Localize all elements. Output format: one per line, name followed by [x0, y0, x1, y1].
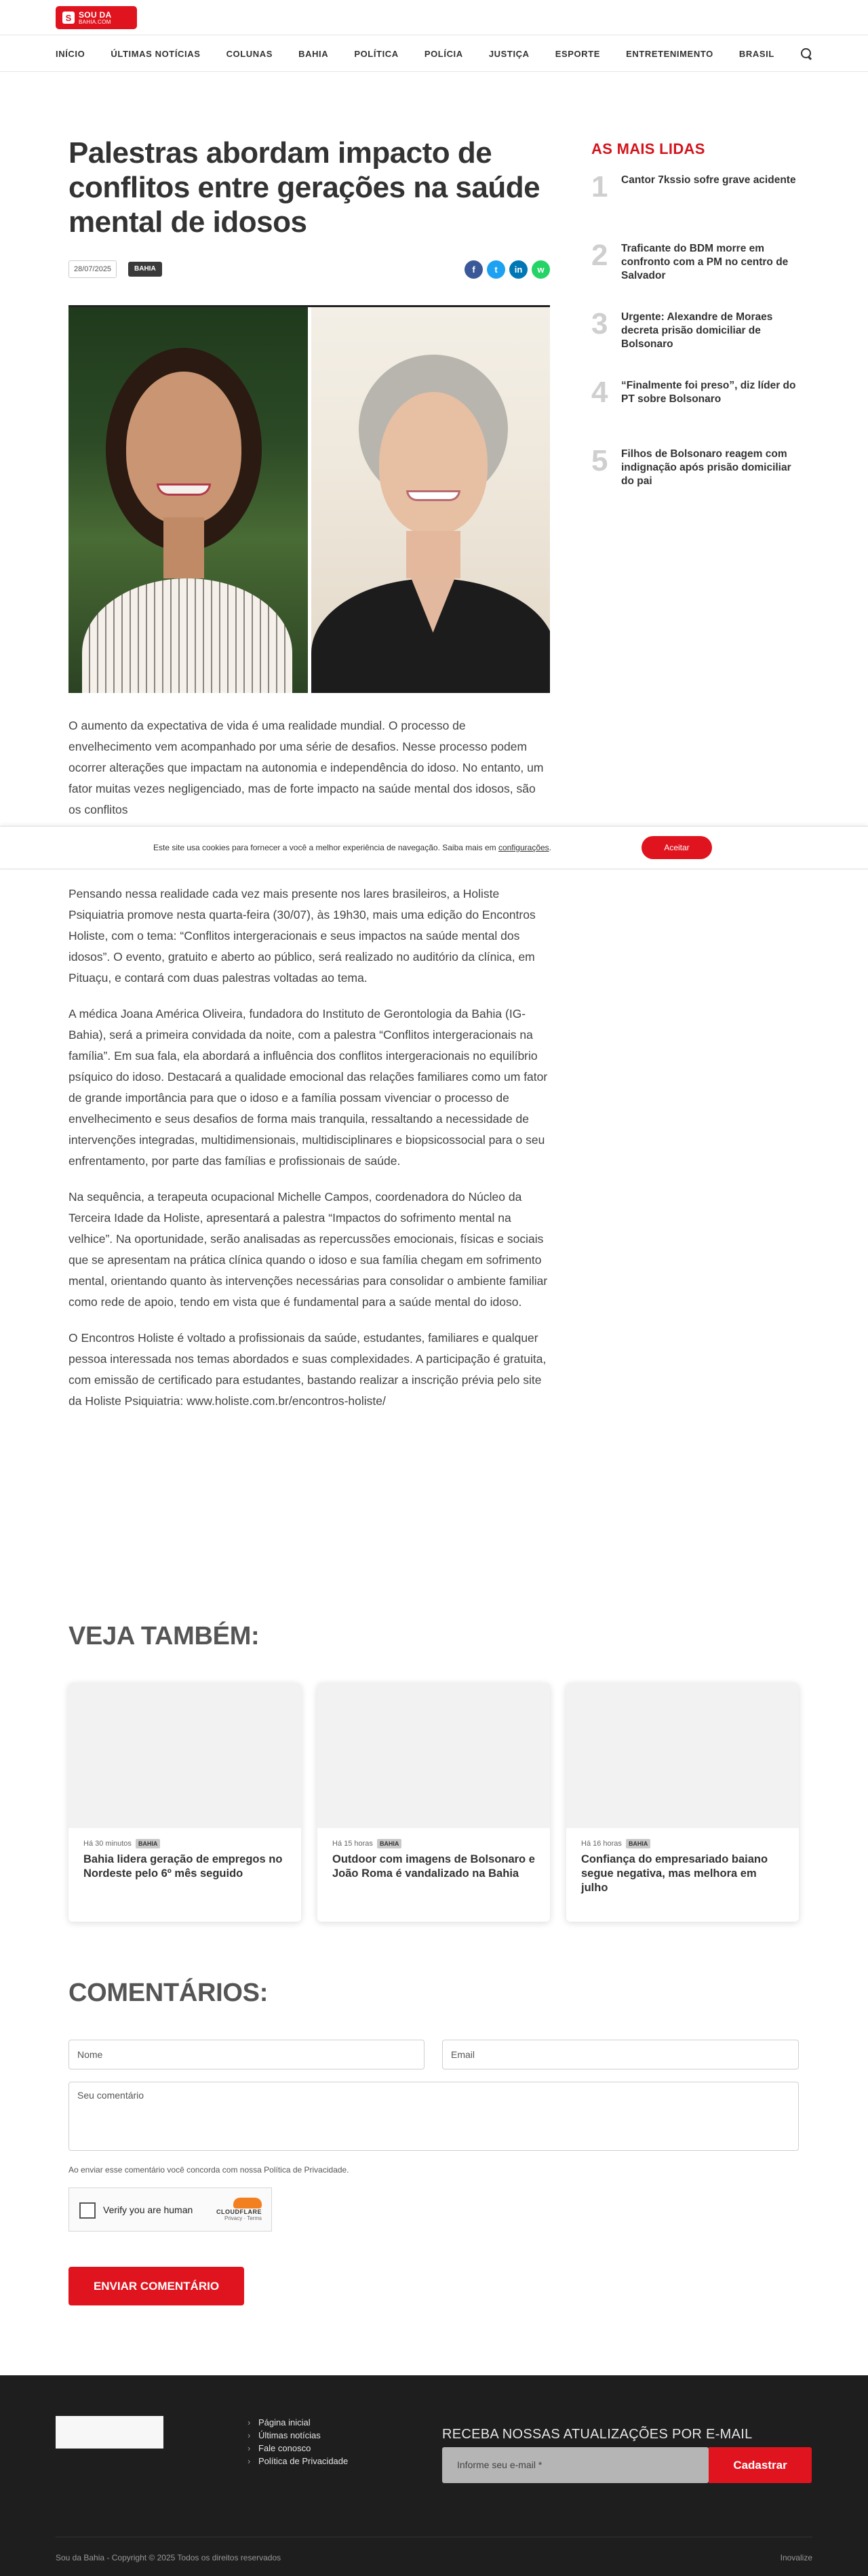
- newsletter-subscribe-button[interactable]: Cadastrar: [709, 2447, 812, 2483]
- submit-comment-button[interactable]: ENVIAR COMENTÁRIO: [68, 2267, 244, 2305]
- logo-line2: BAHIA.COM: [79, 18, 111, 25]
- related-section-title: VEJA TAMBÉM:: [68, 1622, 260, 1650]
- captcha-checkbox[interactable]: [79, 2202, 96, 2219]
- related-card[interactable]: [566, 1683, 799, 1922]
- nav-item-esporte[interactable]: ESPORTE: [555, 48, 601, 59]
- most-read-title: AS MAIS LIDAS: [591, 140, 705, 157]
- article-title: Palestras abordam impacto de conflitos entre gerações na saúde mental de idosos: [68, 136, 540, 239]
- rank-number: 2: [591, 239, 608, 272]
- main-nav: [0, 35, 868, 72]
- article-body: [68, 884, 550, 1427]
- card-time: Há 15 horas: [332, 1840, 373, 1848]
- card-image[interactable]: [317, 1683, 550, 1828]
- share-buttons: [465, 260, 550, 279]
- most-read-headline[interactable]: Filhos de Bolsonaro reagem com indignação após prisão domiciliar do pai: [621, 448, 791, 487]
- rank-number: 1: [591, 170, 608, 203]
- comments-title: COMENTÁRIOS:: [68, 1979, 269, 2007]
- newsletter-title: RECEBA NOSSAS ATUALIZAÇÕES POR E-MAIL: [442, 2427, 753, 2442]
- footer-link-home[interactable]: › Página inicial: [248, 2416, 348, 2429]
- card-time: Há 30 minutos: [83, 1840, 132, 1848]
- article-meta: [68, 260, 550, 281]
- facebook-share-icon[interactable]: f: [465, 260, 483, 279]
- nav-item-inicio[interactable]: INÍCIO: [56, 48, 85, 59]
- card-image[interactable]: [68, 1683, 301, 1828]
- nav-item-bahia[interactable]: BAHIA: [298, 48, 329, 59]
- category-badge[interactable]: BAHIA: [128, 262, 162, 277]
- most-read-headline[interactable]: Urgente: Alexandre de Moraes decreta prisão domiciliar de Bolsonaro: [621, 311, 773, 350]
- footer-links: [248, 2416, 348, 2468]
- cloudflare-logo: [216, 2198, 262, 2221]
- developer-credit[interactable]: Inovalize: [780, 2553, 812, 2562]
- related-card[interactable]: [68, 1683, 301, 1922]
- cookie-banner: [0, 826, 868, 869]
- card-title[interactable]: Bahia lidera geração de empregos no Nordeste pelo 6º mês seguido: [83, 1853, 283, 1880]
- search-icon[interactable]: [800, 47, 812, 60]
- nav-item-justica[interactable]: JUSTIÇA: [488, 48, 530, 59]
- most-read-item[interactable]: [591, 309, 802, 378]
- nav-item-politica[interactable]: POLÍTICA: [354, 48, 399, 59]
- article-paragraph: O aumento da expectativa de vida é uma realidade mundial. O processo de envelhecimento vem acompanhado por uma série de desafios. Nesse processo podem ocorrer alterações que impactam na autonomia e independência do idoso. No entanto, um fator muitas vezes negligenciado, mas de forte impacto na saúde mental dos idosos, são os conflitos: [68, 719, 544, 816]
- email-field[interactable]: Email: [442, 2040, 799, 2069]
- cloudflare-wordmark: CLOUDFLARE: [216, 2208, 262, 2215]
- cloud-icon: [233, 2198, 262, 2208]
- footer-logo[interactable]: [56, 2416, 163, 2449]
- nav-item-ultimas-noticias[interactable]: ÚLTIMAS NOTÍCIAS: [111, 48, 201, 59]
- captcha-links[interactable]: Privacy · Terms: [224, 2215, 262, 2221]
- footer-link-latest[interactable]: › Últimas notícias: [248, 2429, 348, 2442]
- article-paragraph: Na sequência, a terapeuta ocupacional Michelle Campos, coordenadora do Núcleo da Terceira Idade da Holiste, apresentará a palestra “Impactos do sofrimento mental na velhice”. Na oportunidade, serão analisadas as repercussões emocionais, físicas e sociais que se apresentam na prática clínica quando o idoso e sua família chegam em sofrimento mental, orientando quanto às intervenções necessárias para consolidar o ambiente familiar como rede de apoio, tendo em vista que é fundamental para a saúde mental do idoso.: [68, 1190, 548, 1309]
- name-field[interactable]: Nome: [68, 2040, 425, 2069]
- cookie-settings-link[interactable]: configurações: [498, 843, 549, 852]
- logo-line1: SOU DA: [79, 9, 112, 20]
- logo-mark-icon: S: [62, 12, 75, 24]
- cookie-accept-button[interactable]: Aceitar: [642, 836, 712, 859]
- nav-item-policia[interactable]: POLÍCIA: [424, 48, 463, 59]
- most-read-item[interactable]: [591, 172, 802, 241]
- rank-number: 4: [591, 376, 608, 409]
- card-title[interactable]: Outdoor com imagens de Bolsonaro e João Roma é vandalizado na Bahia: [332, 1853, 535, 1880]
- cookie-text: [153, 843, 551, 852]
- most-read-item[interactable]: [591, 378, 802, 446]
- newsletter-email-input[interactable]: Informe seu e-mail *: [442, 2447, 709, 2483]
- article-paragraph: Pensando nessa realidade cada vez mais presente nos lares brasileiros, a Holiste Psiquiatria promove nesta quarta-feira (30/07), às 19h30, mais uma edição do Encontros Holiste, com o tema: “Conflitos intergeracionais e seus impactos na saúde mental dos idosos”. O evento, gratuito e aberto ao público, será realizado no auditório da clínica, em Pituaçu, e contará com duas palestras voltadas ao tema.: [68, 887, 536, 985]
- most-read-item[interactable]: [591, 241, 802, 309]
- privacy-note: Ao enviar esse comentário você concorda com nossa Política de Privacidade.: [68, 2165, 349, 2175]
- whatsapp-share-icon[interactable]: w: [532, 260, 550, 279]
- article-paragraph: A médica Joana América Oliveira, fundadora do Instituto de Gerontologia da Bahia (IG-Bahia), será a primeira convidada da noite, com a palestra “Conflitos intergeracionais na família”. Em sua fala, ela abordará a influência dos conflitos intergeracionais no equilíbrio psíquico do idoso. Destacará a qualidade emocional das relações familiares como um fator de grande importância para que o idoso e a família possam vivenciar o processo de envelhecimento e seus desafios de forma mais tranquila, ressaltando a necessidade de intervenções integradas, multidimensionais, multidisciplinares e biopsicossocial para o seu enfrentamento, por parte das famílias e profissionais de saúde.: [68, 1007, 548, 1168]
- rank-number: 3: [591, 307, 608, 340]
- most-read-list: [591, 172, 802, 515]
- most-read-item[interactable]: [591, 446, 802, 515]
- related-cards: [68, 1683, 799, 1922]
- nav-item-entretenimento[interactable]: ENTRETENIMENTO: [626, 48, 713, 59]
- captcha-label: Verify you are human: [103, 2204, 193, 2215]
- copyright-text: Sou da Bahia - Copyright © 2025 Todos os direitos reservados: [56, 2553, 281, 2562]
- card-category-badge[interactable]: BAHIA: [626, 1839, 651, 1848]
- card-title[interactable]: Confiança do empresariado baiano segue negativa, mas melhora em julho: [581, 1853, 768, 1894]
- most-read-headline[interactable]: Traficante do BDM morre em confronto com a PM no centro de Salvador: [621, 243, 789, 281]
- logo-text: [79, 11, 111, 25]
- site-footer: [0, 2375, 868, 2576]
- most-read-headline[interactable]: Cantor 7kssio sofre grave acidente: [621, 174, 796, 186]
- photo-left-portrait: [68, 307, 308, 693]
- nav-item-brasil[interactable]: BRASIL: [738, 48, 774, 59]
- comment-textarea[interactable]: Seu comentário: [68, 2082, 799, 2151]
- linkedin-share-icon[interactable]: in: [509, 260, 528, 279]
- twitter-share-icon[interactable]: t: [487, 260, 505, 279]
- article-header: [68, 136, 550, 239]
- footer-link-privacy[interactable]: › Política de Privacidade: [248, 2455, 348, 2468]
- cookie-suffix: .: [549, 843, 552, 852]
- rank-number: 5: [591, 444, 608, 477]
- card-category-badge[interactable]: BAHIA: [136, 1839, 161, 1848]
- nav-item-colunas[interactable]: COLUNAS: [226, 48, 273, 59]
- photo-right-portrait: [311, 307, 551, 693]
- article-date: 28/07/2025: [68, 260, 117, 278]
- captcha-widget: [68, 2187, 272, 2232]
- top-header: [0, 0, 868, 35]
- footer-link-contact[interactable]: › Fale conosco: [248, 2442, 348, 2455]
- card-time: Há 16 horas: [581, 1840, 622, 1848]
- most-read-headline[interactable]: “Finalmente foi preso”, diz líder do PT sobre Bolsonaro: [621, 380, 796, 405]
- related-card[interactable]: [317, 1683, 550, 1922]
- site-logo[interactable]: [56, 6, 137, 29]
- card-image[interactable]: [566, 1683, 799, 1828]
- article-photo: [68, 305, 550, 693]
- cookie-message: Este site usa cookies para fornecer a você a melhor experiência de navegação. Saiba mais em: [153, 843, 498, 852]
- article-body-intro: [68, 715, 550, 835]
- card-category-badge[interactable]: BAHIA: [377, 1839, 402, 1848]
- article-paragraph: O Encontros Holiste é voltado a profissionais da saúde, estudantes, familiares e qualquer pessoa interessada nos temas abordados e suas complexidades. A participação é gratuita, com emissão de certificado para estudantes, bastando realizar a inscrição prévia pelo site da Holiste Psiquiatria: www.holiste.com.br/encontros-holiste/: [68, 1331, 547, 1408]
